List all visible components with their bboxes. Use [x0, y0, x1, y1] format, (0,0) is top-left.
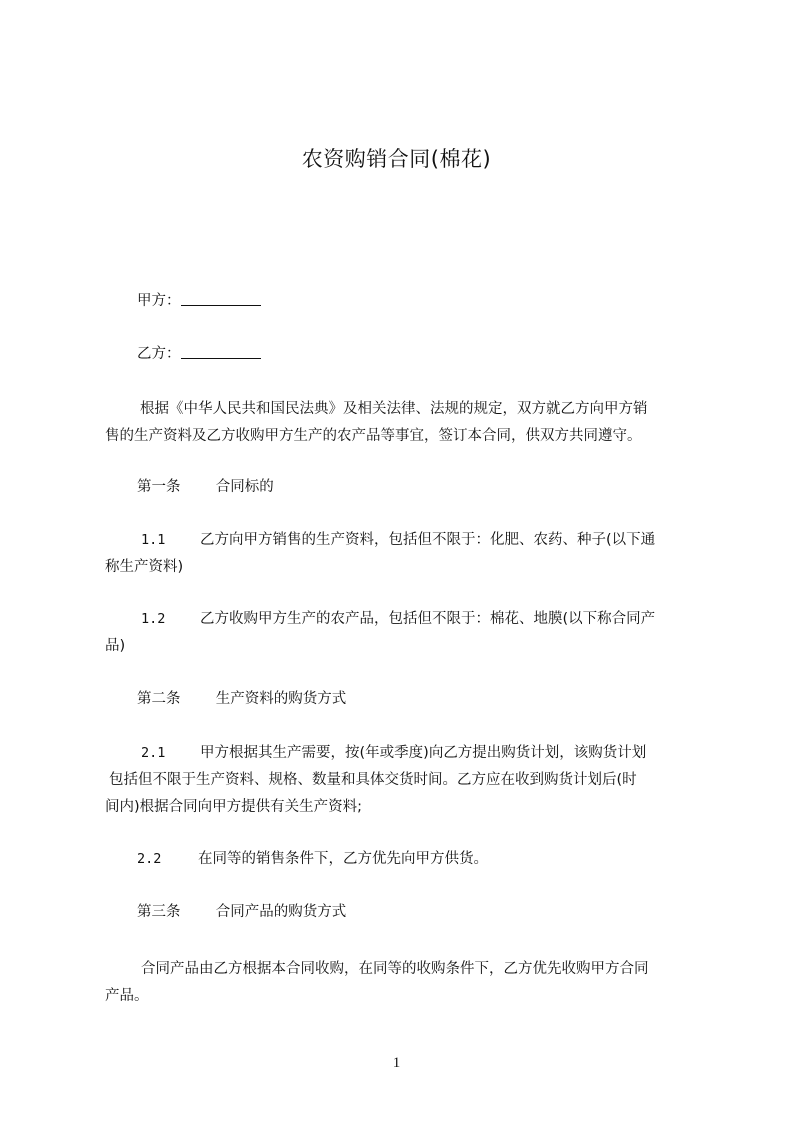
document-title: 农资购销合同(棉花) [301, 147, 492, 171]
article-3-number: 第三条 [137, 904, 181, 920]
intro-line-2: 售的生产资料及乙方收购甲方生产的农产品等事宜，签订本合同，供双方共同遵守。 [105, 428, 642, 444]
party-a-blank [181, 291, 261, 306]
article-1-title: 合同标的 [215, 479, 274, 495]
clause-1-1-line-1: 乙方向甲方销售的生产资料，包括但不限于：化肥、农药、种子(以下通 [200, 532, 656, 548]
article-2-number: 第二条 [137, 691, 181, 707]
article-1-number: 第一条 [137, 479, 181, 495]
clause-2-2-number: 2.2 [137, 851, 162, 867]
article-2-heading [137, 686, 346, 713]
clause-2-1 [141, 740, 165, 767]
clause-2-1-line-1: 甲方根据其生产需要，按(年或季度)向乙方提出购货计划，该购货计划 [200, 745, 647, 761]
clause-1-2-number: 1.2 [141, 611, 166, 627]
clause-1-1-line-2: 称生产资料) [105, 559, 184, 575]
article-3-body-line-1: 合同产品由乙方根据本合同收购，在同等的收购条件下，乙方优先收购甲方合同 [141, 961, 649, 977]
clause-1-2-line-2: 品) [105, 638, 126, 654]
clause-1-2-line-1: 乙方收购甲方生产的农产品，包括但不限于：棉花、地膜(以下称合同产 [200, 611, 656, 627]
article-1-heading [137, 474, 274, 501]
clause-1-1-number: 1.1 [141, 532, 166, 548]
article-3-title: 合同产品的购货方式 [215, 904, 347, 920]
page-number: 1 [392, 1055, 401, 1071]
party-b-label: 乙方： [137, 346, 181, 362]
clause-2-1-line-2: 包括但不限于生产资料、规格、数量和具体交货时间。乙方应在收到购货计划后(时 [109, 772, 637, 788]
clause-2-1-number: 2.1 [141, 745, 166, 761]
article-3-heading [137, 899, 346, 926]
clause-2-2-line-1: 在同等的销售条件下，乙方优先向甲方供货。 [198, 851, 488, 867]
intro-line-1: 根据《中华人民共和国民法典》及相关法律、法规的规定，双方就乙方向甲方销 [140, 401, 648, 417]
party-a-label: 甲方： [137, 293, 181, 309]
article-3-body-line-2: 产品。 [105, 988, 149, 1004]
clause-2-2 [137, 846, 161, 873]
clause-1-1 [141, 527, 165, 554]
clause-1-2 [141, 606, 165, 633]
party-a-line [137, 288, 261, 315]
article-2-title: 生产资料的购货方式 [215, 691, 347, 707]
party-b-line [137, 341, 261, 368]
party-b-blank [181, 344, 261, 359]
clause-2-1-line-3: 间内)根据合同向甲方提供有关生产资料; [105, 799, 363, 815]
